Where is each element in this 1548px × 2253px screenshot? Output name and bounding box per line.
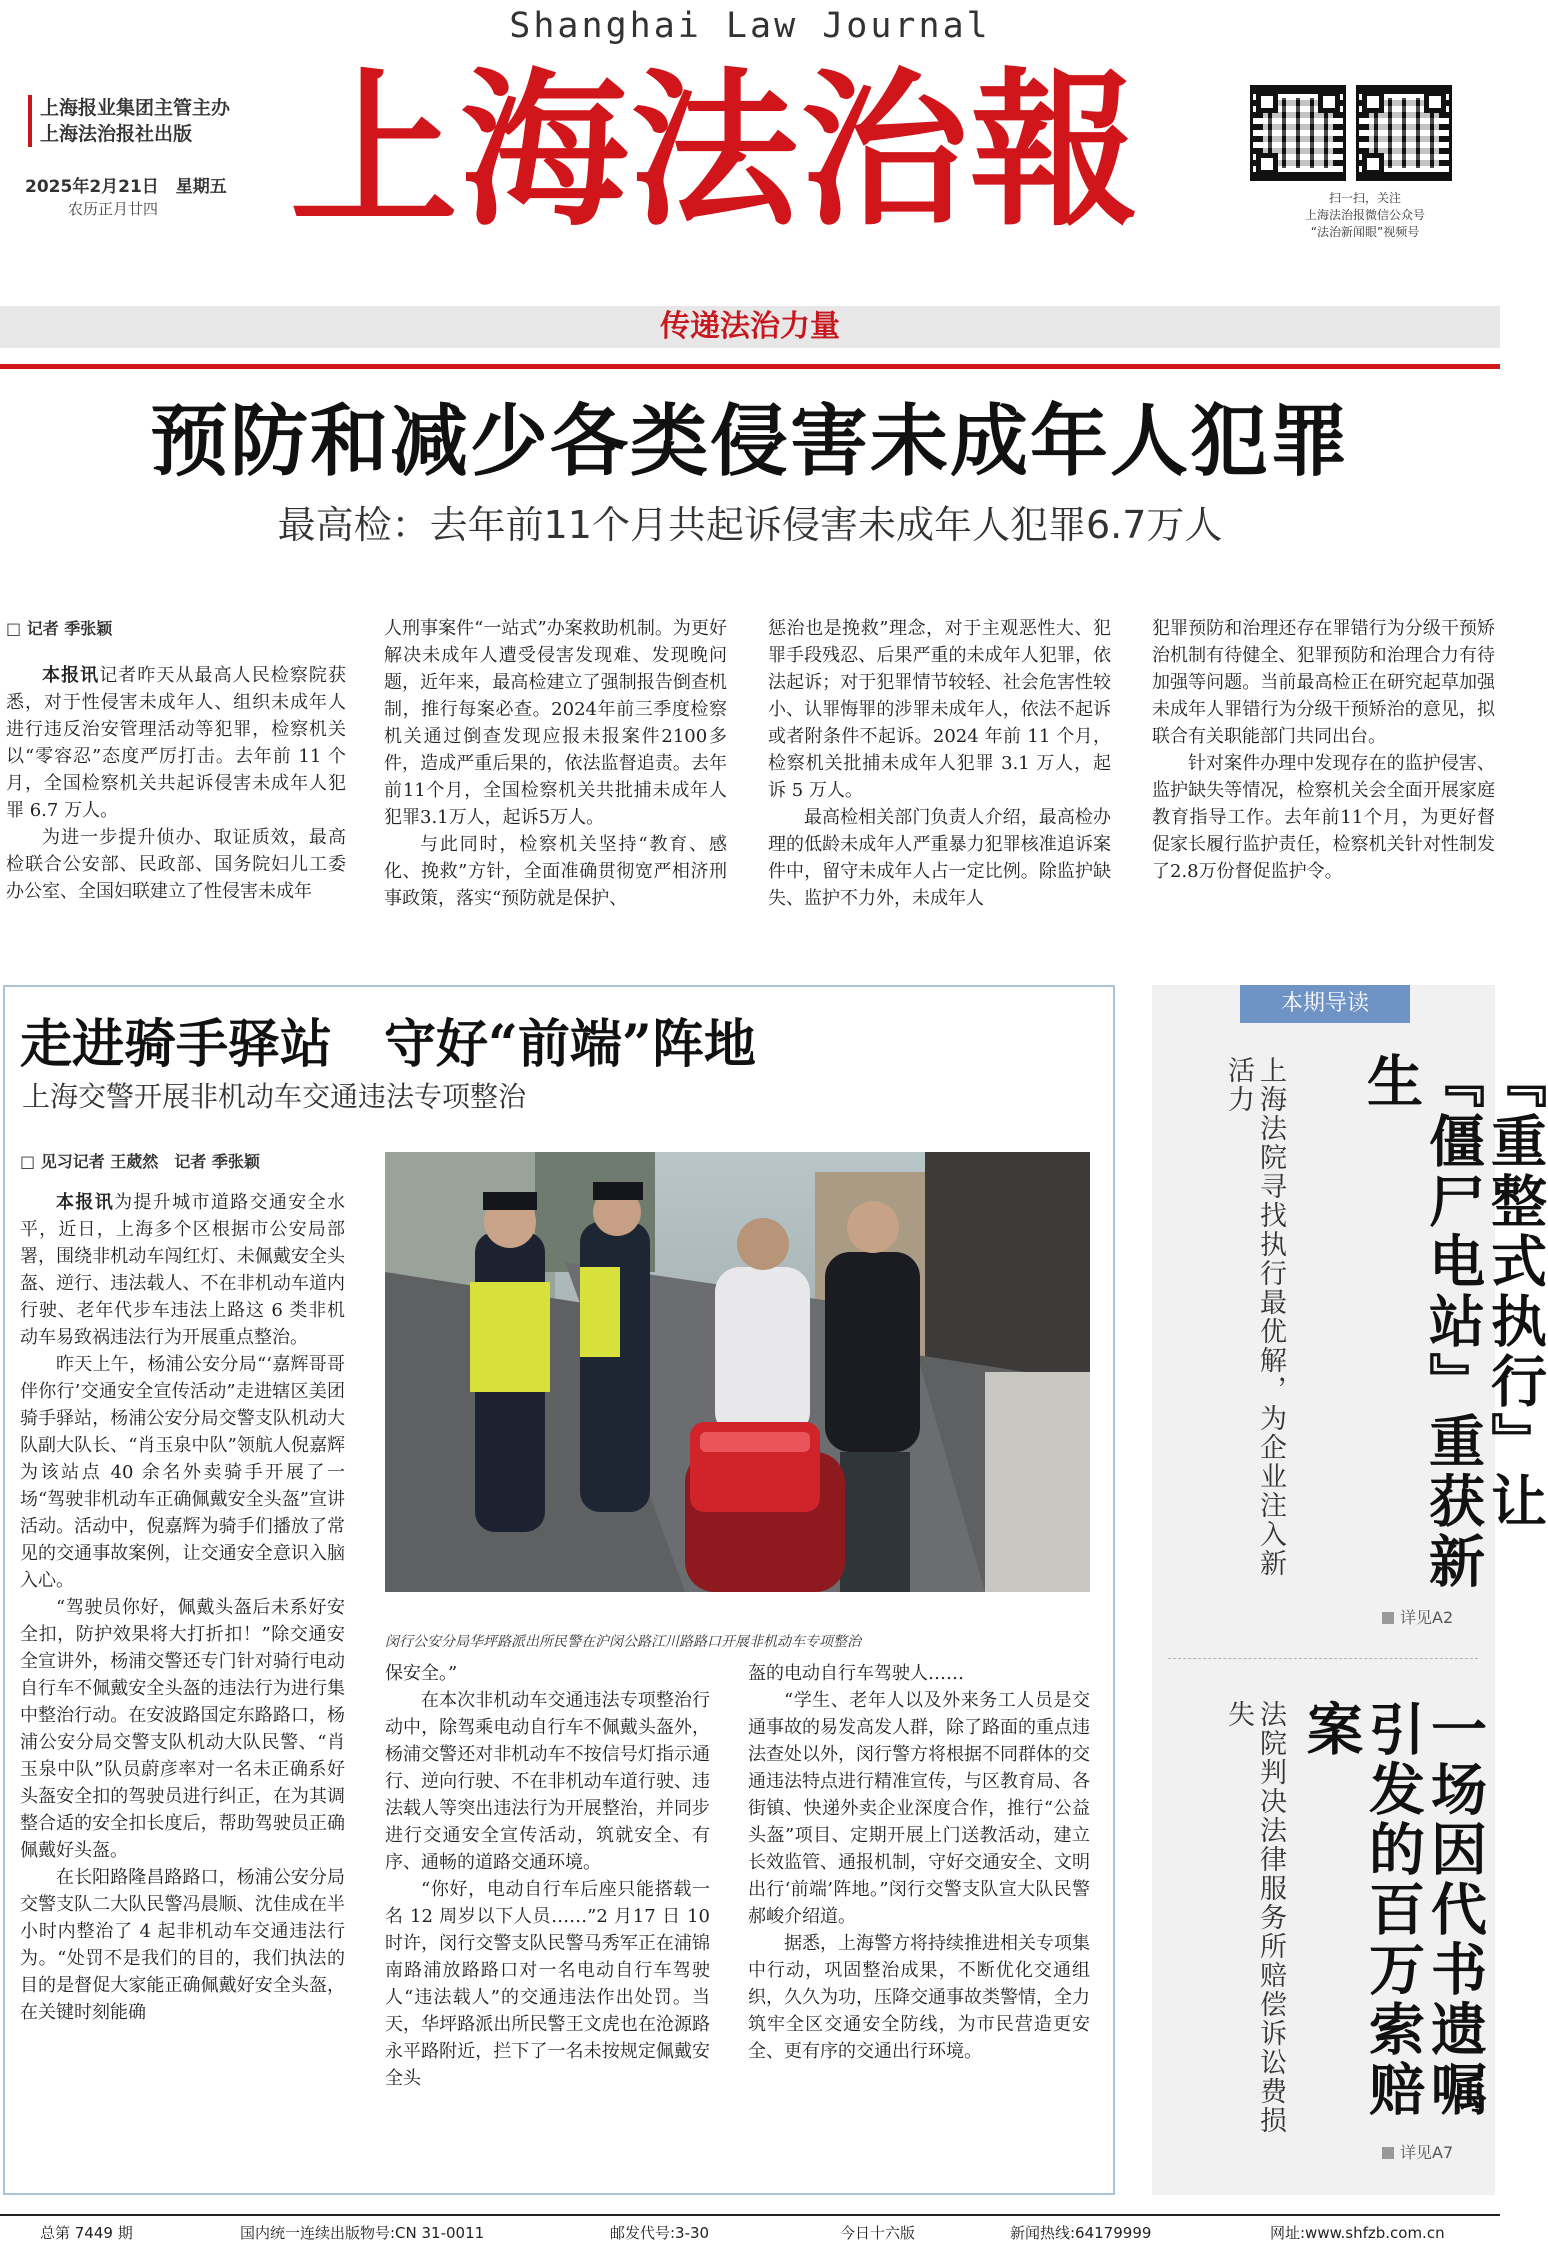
publisher-line: 上海法治报社出版 bbox=[40, 123, 193, 145]
footer-hotline: 新闻热线:64179999 bbox=[1010, 2224, 1152, 2242]
paragraph: “驾驶员你好，佩戴头盔后未系好安全扣，防护效果将大打折扣！”除交通安全宣讲外，杨浦交警还专门针对骑行电动自行车不佩戴安全头盔的违法行为进行集中整治行动。在安波路国定东路路口，杨浦公安分局交警支队机动大队民警、“肖玉泉中队”队员蔚彦率对一名未正确系好头盔安全扣的驾驶员进行纠正，在为其调整合适的安全扣长度后，帮助驾驶员正确佩戴好头盔。 bbox=[20, 1597, 345, 1861]
feature-column-2 bbox=[385, 1660, 710, 2092]
qr-hint bbox=[1250, 190, 1480, 241]
paragraph: “你好，电动自行车后座只能搭载一名 12 周岁以下人员……”2 月17 日 10 时许，闵行交警支队民警马秀军正在浦锦南路浦放路路口对一名电动自行车驾驶人“违法载人”的交通违法作出处罚。当天，华坪路派出所民警王文虎也在沧源路永平路附近，拦下了一名未按规定佩戴安全头 bbox=[385, 1879, 710, 2089]
dateline-label: 本报讯 bbox=[42, 665, 100, 686]
feature-column-3 bbox=[748, 1660, 1090, 2065]
issue-date: 2025年2月21日 星期五 bbox=[25, 177, 227, 197]
feature-column-1 bbox=[20, 1148, 345, 2026]
guide-item-2-title[interactable]: 一场因代书遗嘱引发的百万索赔案 bbox=[1298, 1700, 1488, 2120]
guide-item-1-ref[interactable] bbox=[1382, 1605, 1453, 1628]
guide-label: 本期导读 bbox=[1240, 985, 1410, 1023]
masthead-title: 上海法治報 bbox=[290, 51, 1140, 249]
qr-hint-line: 上海法治报微信公众号 bbox=[1304, 208, 1425, 222]
feature-byline: □ 见习记者 王葳然 记者 季张颖 bbox=[20, 1152, 260, 1171]
guide-ref-label: 详见A7 bbox=[1400, 2143, 1454, 2162]
paragraph: 最高检相关部门负责人介绍，最高检办理的低龄未成年人严重暴力犯罪核准追诉案件中，留守未成年人占一定比例。除监护缺失、监护不力外，未成年人 bbox=[768, 807, 1111, 909]
footer-postal-code: 邮发代号:3-30 bbox=[610, 2224, 710, 2242]
news-photo bbox=[385, 1152, 1090, 1592]
guide-item-2-ref[interactable] bbox=[1382, 2140, 1453, 2163]
slogan: 传递法治力量 bbox=[660, 309, 840, 344]
lead-column-1 bbox=[6, 615, 346, 905]
lead-column-4 bbox=[1152, 615, 1495, 885]
qr-code-icon bbox=[1250, 85, 1346, 181]
paragraph: 在长阳路隆昌路路口，杨浦公安分局交警支队二大队民警冯晨顺、沈佳成在半小时内整治了 4 起非机动车交通违法行为。“处罚不是我们的目的，我们执法的目的是督促大家能正确佩戴好安全头盔，在关键时刻能确 bbox=[20, 1867, 345, 2023]
publisher-info bbox=[28, 95, 278, 147]
lunar-date: 农历正月廿四 bbox=[68, 200, 159, 218]
paragraph: 据悉，上海警方将持续推进相关专项集中行动，巩固整治成果，不断优化交通组织，久久为功，压降交通事故类警情，全力筑牢全区交通安全防线，为市民营造更安全、更有序的交通出行环境。 bbox=[748, 1933, 1090, 2062]
lead-byline: □ 记者 季张颖 bbox=[6, 619, 113, 638]
lead-column-3 bbox=[768, 615, 1111, 912]
feature-subtitle: 上海交警开展非机动车交通违法专项整治 bbox=[22, 1080, 527, 1113]
dateline-label: 本报讯 bbox=[56, 1192, 115, 1213]
footer-pages: 今日十六版 bbox=[840, 2224, 916, 2242]
lead-headline: 预防和减少各类侵害未成年人犯罪 bbox=[149, 396, 1350, 487]
lead-subheadline: 最高检：去年前11个月共起诉侵害未成年人犯罪6.7万人 bbox=[277, 503, 1223, 547]
qr-hint-line: “法治新闻眼”视频号 bbox=[1310, 225, 1420, 239]
square-bullet-icon bbox=[1382, 1612, 1394, 1624]
guide-item-1-title[interactable]: 『重整式执行』让『僵尸电站』重获新生 bbox=[1358, 1052, 1548, 1592]
masthead-divider bbox=[0, 364, 1500, 369]
guide-item-1-subtitle: 上海法院寻找执行最优解，为企业注入新活力 bbox=[1223, 1056, 1286, 1578]
feature-title: 走进骑手驿站 守好“前端”阵地 bbox=[20, 1014, 756, 1075]
footer-issue: 总第 7449 期 bbox=[40, 2224, 133, 2242]
paragraph: 为进一步提升侦办、取证质效，最高检联合公安部、民政部、国务院妇儿工委办公室、全国妇联建立了性侵害未成年 bbox=[6, 827, 346, 902]
lead-column-2 bbox=[384, 615, 727, 912]
paragraph: 与此同时，检察机关坚持“教育、感化、挽救”方针，全面准确贯彻宽严相济刑事政策，落实“预防就是保护、 bbox=[384, 834, 727, 909]
paragraph: 犯罪预防和治理还存在罪错行为分级干预矫治机制有待健全、犯罪预防和治理合力有待加强等问题。当前最高检正在研究起草加强未成年人罪错行为分级干预矫治的意见，拟联合有关职能部门共同出台。 bbox=[1152, 618, 1495, 747]
paragraph: “学生、老年人以及外来务工人员是交通事故的易发高发人群，除了路面的重点违法查处以外，闵行警方将根据不同群体的交通违法特点进行精准宣传，与区教育局、各街镇、快递外卖企业深度合作，推行“公益头盔”项目、定期开展上门送教活动，建立长效监管、通报机制，守好交通安全、文明出行‘前端’阵地。”闵行交警支队宣大队民警郝峻介绍道。 bbox=[748, 1690, 1090, 1927]
masthead-english-title: Shanghai Law Journal bbox=[509, 6, 991, 46]
photo-caption: 闵行公安分局华坪路派出所民警在沪闵公路江川路路口开展非机动车专项整治 bbox=[385, 1634, 861, 1650]
square-bullet-icon bbox=[1382, 2147, 1394, 2159]
qr-code-icon bbox=[1356, 85, 1452, 181]
paragraph: 记者昨天从最高人民检察院获悉，对于性侵害未成年人、组织未成年人进行违反治安管理活动等犯罪，检察机关以“零容忍”态度严厉打击。去年前 11 个月，全国检察机关共起诉侵害未成年人犯罪 6.7 万人。 bbox=[6, 665, 347, 821]
footer-website[interactable]: 网址:www.shfzb.com.cn bbox=[1270, 2224, 1445, 2242]
guide-item-2-subtitle: 法院判决法律服务所赔偿诉讼费损失 bbox=[1223, 1700, 1286, 2135]
paragraph: 惩治也是挽救”理念，对于主观恶性大、犯罪手段残忍、后果严重的未成年人犯罪，依法起诉；对于犯罪情节较轻、社会危害性较小、认罪悔罪的涉罪未成年人，依法不起诉或者附条件不起诉。2024 年前 11 个月，检察机关批捕未成年人犯罪 3.1 万人，起诉 5 万人。 bbox=[768, 618, 1111, 801]
qr-hint-line: 扫一扫，关注 bbox=[1328, 191, 1401, 205]
paragraph: 保安全。” bbox=[385, 1663, 458, 1684]
paragraph: 针对案件办理中发现存在的监护侵害、监护缺失等情况，检察机关会全面开展家庭教育指导工作。去年前11个月，为更好督促家长履行监护责任，检察机关针对性制发了2.8万份督促监护令。 bbox=[1152, 753, 1495, 882]
footer bbox=[0, 2222, 1500, 2250]
paragraph: 在本次非机动车交通违法专项整治行动中，除驾乘电动自行车不佩戴头盔外，杨浦交警还对非机动车不按信号灯指示通行、逆向行驶、不在非机动车道行驶、违法载人等突出违法行为开展整治，并同步进行交通安全宣传活动，筑就安全、有序、通畅的道路交通环境。 bbox=[385, 1690, 710, 1873]
paragraph: 为提升城市道路交通安全水平，近日，上海多个区根据市公安局部署，围绕非机动车闯红灯、未佩戴安全头盔、逆行、违法载人、不在非机动车道内行驶、老年代步车违法上路这 6 类非机动车易致祸违法行为开展重点整治。 bbox=[20, 1192, 346, 1348]
footer-divider bbox=[0, 2214, 1500, 2216]
guide-divider bbox=[1168, 1658, 1478, 1659]
guide-ref-label: 详见A2 bbox=[1400, 1608, 1454, 1627]
paragraph: 昨天上午，杨浦公安分局“‘嘉辉哥哥伴你行’交通安全宣传活动”走进辖区美团骑手驿站，杨浦公安分局交警支队机动大队副大队长、“肖玉泉中队”领航人倪嘉辉为该站点 40 余名外卖骑手开展了一场“驾驶非机动车正确佩戴安全头盔”宣讲活动。活动中，倪嘉辉为骑手们播放了常见的交通事故案例，让交通安全意识入脑入心。 bbox=[20, 1354, 345, 1591]
publisher-line: 上海报业集团主管主办 bbox=[40, 97, 231, 119]
paragraph: 盔的电动自行车驾驶人…… bbox=[748, 1663, 964, 1684]
paragraph: 人刑事案件“一站式”办案救助机制。为更好解决未成年人遭受侵害发现难、发现晚问题，近年来，最高检建立了强制报告倒查机制，推行每案必查。2024年前三季度检察机关通过倒查发现应报未报案件2100多件，造成严重后果的，依法监督追责。去年前11个月，全国检察机关共批捕未成年人犯罪3.1万人，起诉5万人。 bbox=[384, 618, 727, 828]
footer-cn-number: 国内统一连续出版物号:CN 31-0011 bbox=[240, 2224, 485, 2242]
